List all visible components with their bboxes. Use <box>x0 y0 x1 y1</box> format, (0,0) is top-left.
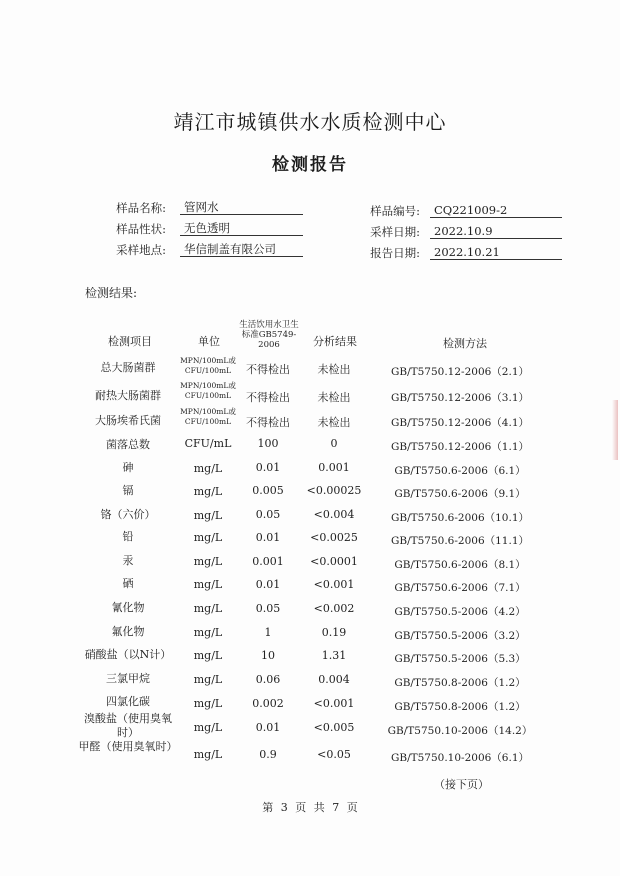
row-method: GB/T5750.10-2006（6.1） <box>390 752 530 764</box>
row-result: 未检出 <box>317 363 351 376</box>
row-unit: mg/L <box>193 555 223 568</box>
row-result: 0.19 <box>321 626 347 639</box>
column-header-result: 分析结果 <box>313 335 357 348</box>
results-heading: 检测结果: <box>85 286 138 300</box>
row-item: 大肠埃希氏菌 <box>95 414 161 427</box>
row-standard: 0.001 <box>252 555 284 568</box>
row-item: 硝酸盐（以N计） <box>84 648 172 661</box>
row-unit: MPN/100mL或CFU/100mL <box>180 356 236 375</box>
row-item: 镉 <box>122 484 134 497</box>
row-unit: mg/L <box>193 673 223 686</box>
row-result: <0.004 <box>313 508 355 521</box>
organization-title: 靖江市城镇供水水质检测中心 <box>173 110 447 134</box>
row-item: 菌落总数 <box>106 438 150 451</box>
row-item: 总大肠菌群 <box>100 361 156 374</box>
continued-note: （接下页） <box>434 778 489 791</box>
row-unit: mg/L <box>193 485 223 498</box>
row-unit: mg/L <box>193 697 223 710</box>
row-result: 未检出 <box>317 416 351 429</box>
sample-id-value: CQ221009-2 <box>430 203 562 218</box>
row-standard: 10 <box>261 649 275 662</box>
row-result: <0.005 <box>313 721 355 734</box>
row-item: 砷 <box>122 461 134 474</box>
row-standard: 0.05 <box>255 602 281 615</box>
row-result: <0.001 <box>313 697 355 710</box>
sampling-location-label: 采样地点: <box>116 243 166 257</box>
row-result: 1.31 <box>321 649 347 662</box>
row-method: GB/T5750.12-2006（2.1） <box>390 366 530 378</box>
row-item: 汞 <box>122 554 134 567</box>
row-item: 铅 <box>122 530 134 543</box>
row-method: GB/T5750.8-2006（1.2） <box>394 701 526 713</box>
row-standard: 0.01 <box>255 531 281 544</box>
row-method: GB/T5750.12-2006（1.1） <box>390 441 530 453</box>
row-item: 铬（六价） <box>100 508 156 521</box>
report-date-value: 2022.10.21 <box>430 245 562 260</box>
row-standard: 0.01 <box>255 721 281 734</box>
row-standard: 不得检出 <box>246 416 290 429</box>
sample-name-value: 管网水 <box>180 200 303 215</box>
column-header-standard: 生活饮用水卫生标准GB5749-2006 <box>239 320 299 350</box>
row-item: 氟化物 <box>111 625 145 638</box>
report-date-label: 报告日期: <box>370 246 420 260</box>
row-method: GB/T5750.5-2006（3.2） <box>394 630 526 642</box>
column-header-method: 检测方法 <box>443 337 487 350</box>
row-method: GB/T5750.6-2006（7.1） <box>394 582 526 594</box>
row-item: 耐热大肠菌群 <box>95 389 161 402</box>
row-item: 溴酸盐（使用臭氧时） <box>84 712 172 739</box>
row-unit: mg/L <box>193 721 223 734</box>
row-unit: mg/L <box>193 626 223 639</box>
row-result: <0.0001 <box>310 555 358 568</box>
row-standard: 0.002 <box>252 697 284 710</box>
sample-id-label: 样品编号: <box>370 204 420 218</box>
seal-edge-mark <box>612 400 618 460</box>
row-standard: 0.01 <box>255 461 281 474</box>
sample-nature-label: 样品性状: <box>116 222 166 236</box>
row-unit: MPN/100mL或CFU/100mL <box>180 381 236 400</box>
sampling-date-value: 2022.10.9 <box>430 224 562 239</box>
row-method: GB/T5750.6-2006（11.1） <box>390 535 530 547</box>
row-result: 0 <box>330 437 338 450</box>
sample-nature-value: 无色透明 <box>180 221 303 236</box>
row-result: <0.001 <box>313 578 355 591</box>
row-result: <0.00025 <box>306 484 362 497</box>
row-unit: mg/L <box>193 578 223 591</box>
row-method: GB/T5750.8-2006（1.2） <box>394 677 526 689</box>
row-unit: MPN/100mL或CFU/100mL <box>180 407 236 426</box>
page-number-footer: 第 3 页 共 7 页 <box>262 801 358 814</box>
row-standard: 100 <box>257 437 279 450</box>
report-title: 检测报告 <box>272 155 348 175</box>
row-unit: mg/L <box>193 462 223 475</box>
row-result: 0.004 <box>318 673 350 686</box>
row-standard: 0.005 <box>252 484 284 497</box>
row-standard: 0.05 <box>255 508 281 521</box>
row-result: 未检出 <box>317 391 351 404</box>
row-method: GB/T5750.12-2006（3.1） <box>390 392 530 404</box>
row-method: GB/T5750.10-2006（14.2） <box>387 725 533 737</box>
row-method: GB/T5750.6-2006（6.1） <box>394 465 526 477</box>
row-unit: mg/L <box>193 748 223 761</box>
row-method: GB/T5750.5-2006（4.2） <box>394 606 526 618</box>
sampling-date-label: 采样日期: <box>370 225 420 239</box>
row-method: GB/T5750.6-2006（10.1） <box>390 512 530 524</box>
row-method: GB/T5750.12-2006（4.1） <box>390 417 530 429</box>
row-item: 硒 <box>122 577 134 590</box>
row-method: GB/T5750.5-2006（5.3） <box>394 653 526 665</box>
row-result: <0.0025 <box>310 531 358 544</box>
row-standard: 不得检出 <box>246 363 290 376</box>
row-standard: 1 <box>264 626 272 639</box>
sampling-location-value: 华信制盖有限公司 <box>180 242 303 257</box>
row-result: <0.05 <box>317 748 351 761</box>
row-result: <0.002 <box>313 602 355 615</box>
column-header-unit: 单位 <box>198 335 220 348</box>
row-item: 氰化物 <box>111 601 145 614</box>
column-header-item: 检测项目 <box>108 335 152 348</box>
row-standard: 不得检出 <box>246 391 290 404</box>
row-unit: CFU/mL <box>184 437 232 450</box>
row-standard: 0.9 <box>259 748 277 761</box>
row-item: 四氯化碳 <box>106 695 150 708</box>
row-method: GB/T5750.6-2006（9.1） <box>394 488 526 500</box>
sample-name-label: 样品名称: <box>116 201 166 215</box>
row-unit: mg/L <box>193 509 223 522</box>
row-item: 甲醛（使用臭氧时） <box>78 740 178 753</box>
row-unit: mg/L <box>193 602 223 615</box>
row-standard: 0.06 <box>255 673 281 686</box>
row-result: 0.001 <box>318 461 350 474</box>
row-unit: mg/L <box>193 649 223 662</box>
row-item: 三氯甲烷 <box>106 672 150 685</box>
row-unit: mg/L <box>193 531 223 544</box>
row-standard: 0.01 <box>255 578 281 591</box>
row-method: GB/T5750.6-2006（8.1） <box>394 559 526 571</box>
